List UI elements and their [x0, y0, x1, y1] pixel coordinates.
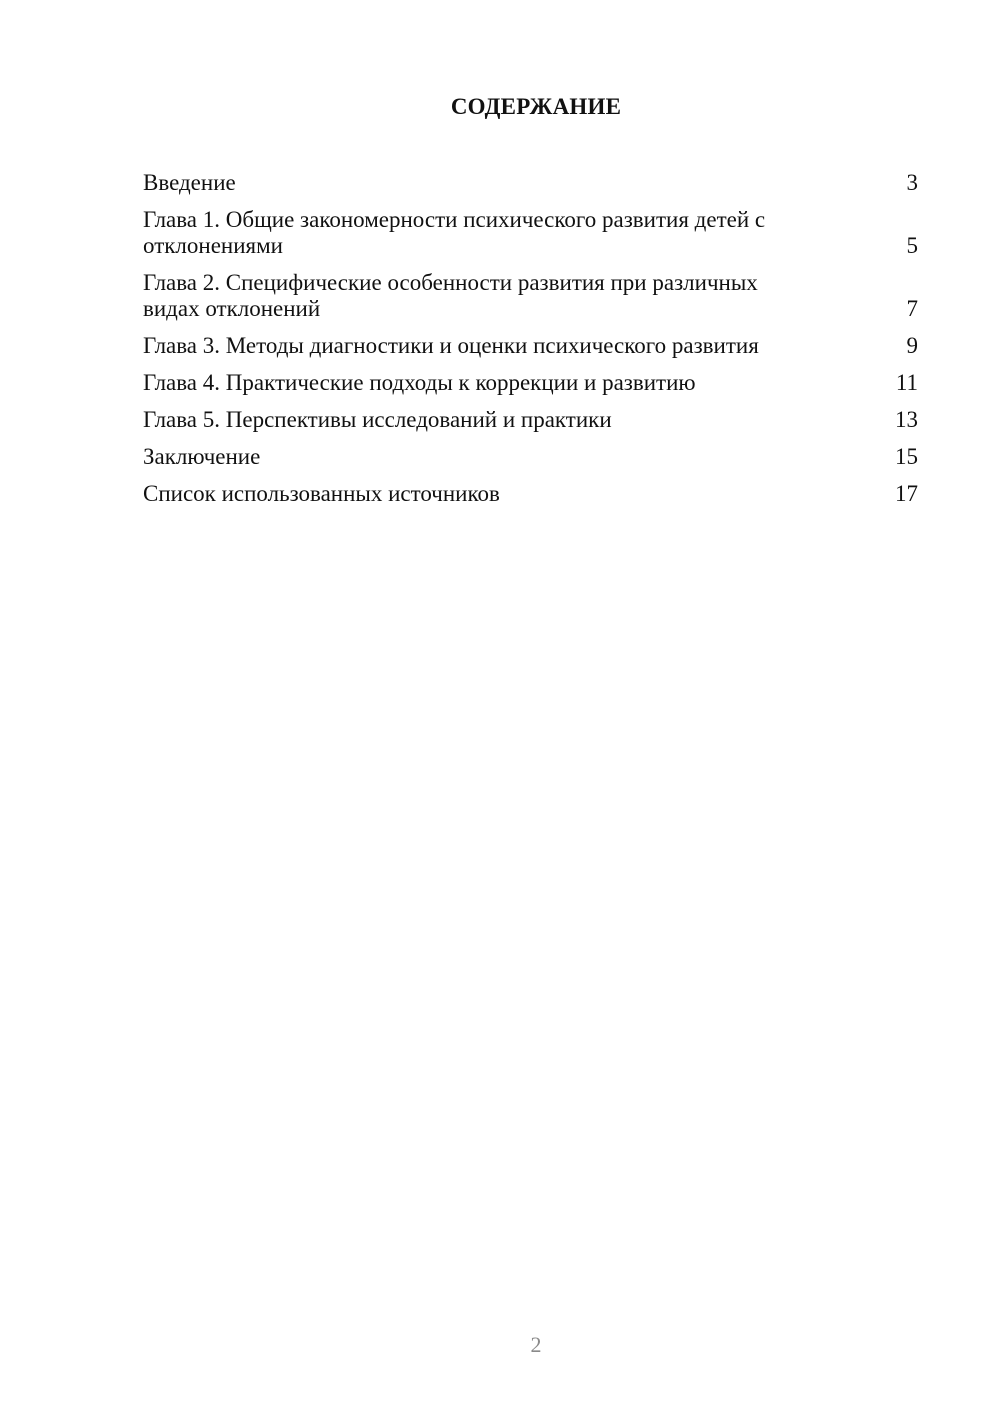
toc-entry-title: Глава 1. Общие закономерности психического развития детей с отклонениями — [143, 207, 766, 258]
toc-entry-chapter-4 — [143, 370, 918, 396]
toc-entry-title: Глава 4. Практические подходы к коррекции и развитию — [143, 370, 696, 395]
toc-entry-chapter-3 — [143, 333, 918, 359]
toc-entry-chapter-2 — [143, 270, 918, 322]
toc-entry-title: Глава 3. Методы диагностики и оценки психического развития — [143, 333, 759, 358]
page-title: СОДЕРЖАНИЕ — [450, 94, 622, 119]
toc-entry-introduction — [143, 170, 918, 196]
toc-entry-page: 3 — [906, 170, 918, 195]
toc-entry-title: Список использованных источников — [143, 481, 500, 506]
toc-entry-title: Заключение — [143, 444, 261, 469]
toc-entry-title: Введение — [143, 170, 236, 195]
toc-entry-chapter-5 — [143, 407, 918, 433]
toc-entry-chapter-1 — [143, 207, 918, 259]
toc-entry-page: 7 — [906, 296, 918, 321]
toc-entry-page: 13 — [895, 407, 918, 432]
toc-entry-page: 17 — [895, 481, 918, 506]
page-number: 2 — [530, 1332, 542, 1357]
toc-entry-title: Глава 2. Специфические особенности развития при различных видах отклонений — [143, 270, 758, 321]
toc-entry-page: 5 — [906, 233, 918, 258]
toc-entry-conclusion — [143, 444, 918, 470]
toc-entry-page: 11 — [895, 370, 918, 395]
toc-entry-title: Глава 5. Перспективы исследований и практики — [143, 407, 612, 432]
toc-entry-page: 15 — [895, 444, 918, 469]
toc-entry-references — [143, 481, 918, 507]
table-of-contents — [143, 170, 918, 518]
toc-entry-page: 9 — [906, 333, 918, 358]
